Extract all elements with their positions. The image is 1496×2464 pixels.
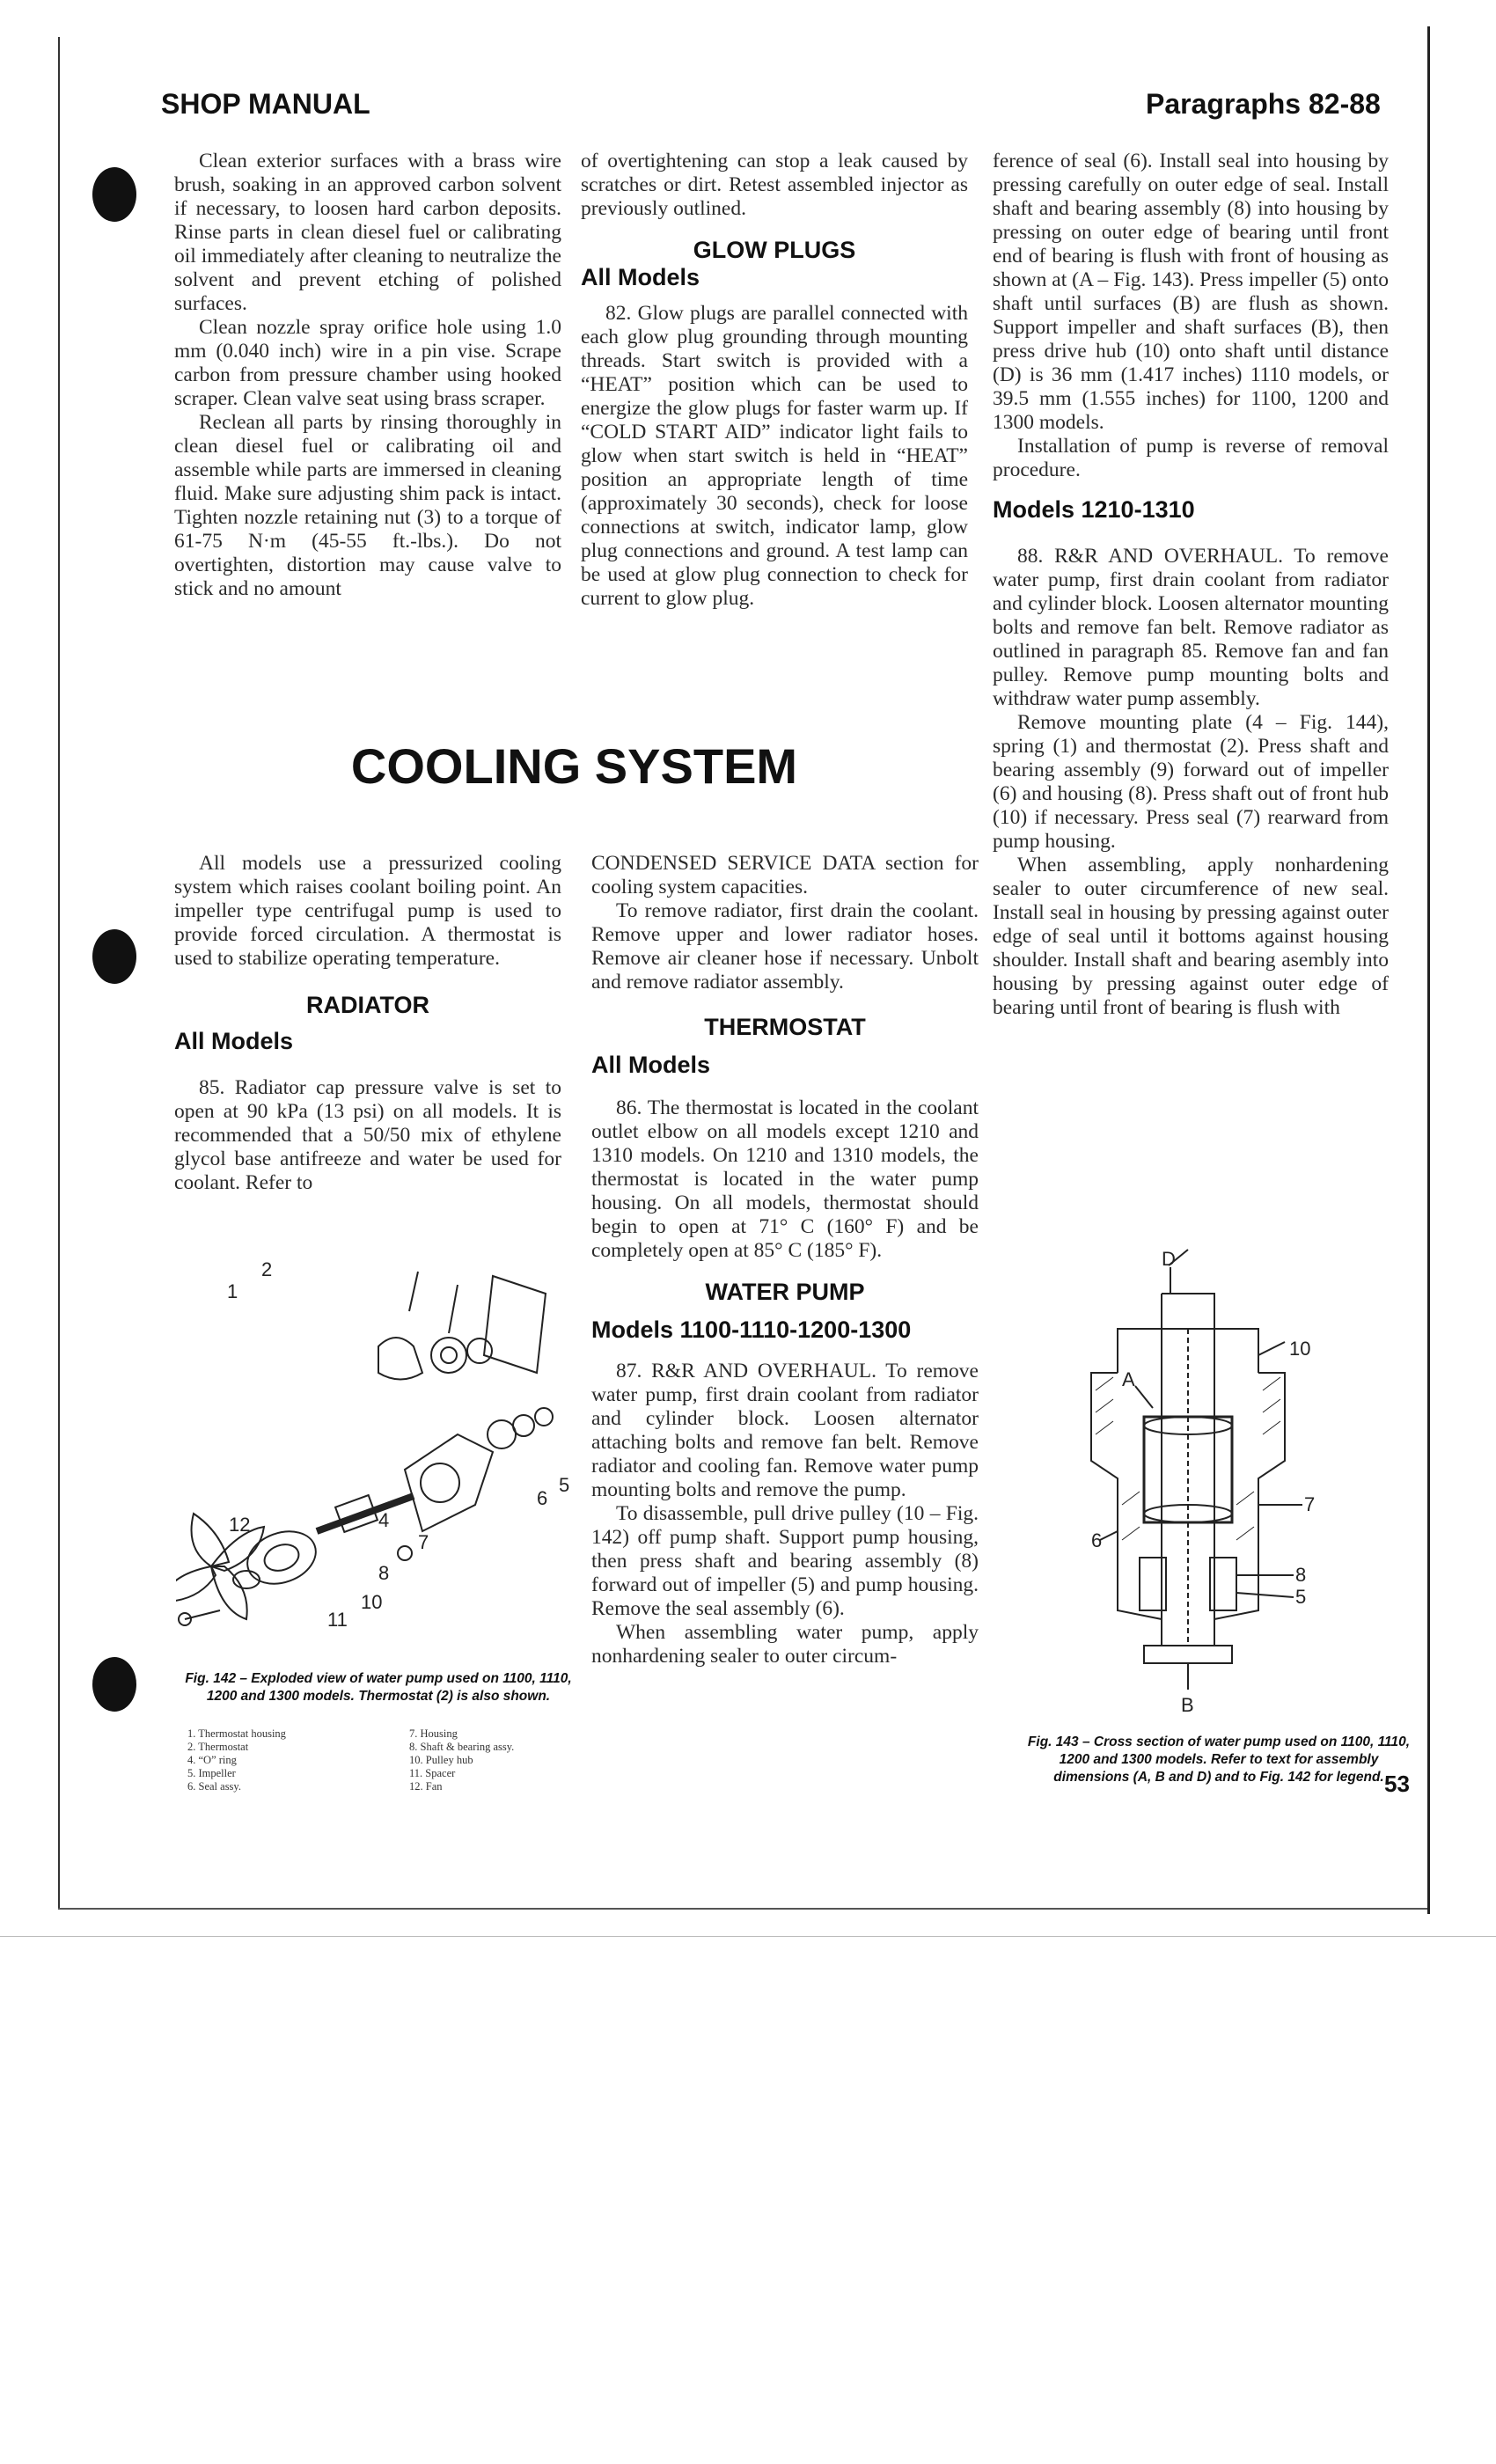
fig143-label: 6 — [1091, 1529, 1103, 1551]
impeller-part — [1144, 1646, 1232, 1663]
legend-item: 5. Impeller — [187, 1767, 236, 1779]
subheading-models-1100-1300: Models 1100-1110-1200-1300 — [591, 1316, 912, 1343]
binder-hole-bottom — [92, 1657, 136, 1712]
legend-item: 8. Shaft & bearing assy. — [409, 1741, 515, 1753]
paragraph: ference of seal (6). Install seal into housing by pressing carefully on outer edge of seal. Install shaft and bearing assembly (8) into housing by pressing on outer edge of bearing until front end of bearing is flush with front of housing as shown at (A – Fig. 143). Press impeller (5) onto shaft until surfaces (B) are flush as shown. Support impeller and shaft surfaces (B), then press drive hub (10) onto shaft until distance (D) is 36 mm (1.417 inches) 1110 models, or 39.5 mm (1.555 inches) for 1100, 1200 and 1300 models. — [993, 150, 1389, 434]
running-header-left: SHOP MANUAL — [161, 88, 370, 120]
column-2-top — [581, 150, 968, 611]
paragraph: Clean exterior surfaces with a brass wire brush, soaking in an approved carbon solvent if necessary, to loosen hard carbon deposits. Rinse parts in clean diesel fuel or calibrating oil immediately after cleaning to neutralize the solvent and prevent etching of polished surfaces. — [174, 150, 561, 315]
binder-hole-middle — [92, 929, 136, 984]
section-title-cooling-system: COOLING SYSTEM — [350, 738, 798, 794]
paragraph: Clean nozzle spray orifice hole using 1.0 mm (0.040 inch) wire in a pin vise. Scrape carbon from pressure chamber using hooked scraper. Clean valve seat using brass scraper. — [174, 316, 561, 410]
section-heading-water-pump: WATER PUMP — [705, 1279, 865, 1305]
paragraph-88: 88. R&R AND OVERHAUL. To remove water pump, first drain coolant from radiator and cylinder block. Loosen alternator mounting bolts and remove fan belt. Remove radiator as outlined in paragraph 85. Remove fan and fan pulley. Remove pump mounting bolts and withdraw water pump assembly. — [993, 545, 1389, 710]
figure-142-legend-right — [409, 1727, 514, 1793]
column-3 — [993, 150, 1389, 1020]
engine-block-part — [484, 1276, 546, 1373]
subheading-all-models: All Models — [591, 1052, 711, 1078]
fig142-label: 12 — [229, 1514, 251, 1536]
figure-143-cross-section — [1065, 1241, 1364, 1725]
legend-item: 12. Fan — [409, 1780, 443, 1793]
fig143-label: 10 — [1289, 1338, 1311, 1360]
paragraph: CONDENSED SERVICE DATA section for cooling system capacities. — [591, 852, 979, 898]
subheading-models-1210-1310: Models 1210-1310 — [993, 496, 1195, 523]
paragraph: Installation of pump is reverse of removal procedure. — [993, 435, 1389, 481]
legend-item: 2. Thermostat — [187, 1741, 249, 1753]
fig143-label: D — [1162, 1248, 1176, 1270]
paragraph: To disassemble, pull drive pulley (10 – Fig. 142) off pump shaft. Support pump housing, then press shaft and bearing assembly (8) forward out of impeller (5) and pump housing. Remove the seal assembly (6). — [591, 1502, 979, 1620]
figure-142-caption: Fig. 142 – Exploded view of water pump used on 1100, 1110, 1200 and 1300 models. Thermostat (2) is also shown. — [185, 1671, 572, 1704]
fan-blade-part — [192, 1514, 230, 1566]
paragraph: All models use a pressurized cooling system which raises coolant boiling point. An impeller type centrifugal pump is used to provide forced circulation. A thermostat is used to stabilize operating temperature. — [174, 852, 561, 970]
figure-142-exploded-view — [176, 1250, 572, 1672]
page-number: 53 — [1384, 1771, 1410, 1797]
running-header-right: Paragraphs 82-88 — [1146, 88, 1381, 120]
fig142-label: 10 — [361, 1591, 383, 1613]
paragraph-85: 85. Radiator cap pressure valve is set to open at 90 kPa (13 psi) on all models. It is recommended that a 50/50 mix of ethylene glycol base antifreeze and water be used for coolant. Refer to — [174, 1076, 561, 1194]
pulley-hub-part — [240, 1522, 323, 1593]
column-1-bottom — [174, 852, 561, 1195]
subheading-all-models: All Models — [174, 1028, 294, 1054]
legend-item: 7. Housing — [409, 1727, 458, 1740]
fig142-label: 2 — [261, 1258, 273, 1280]
legend-item: 4. “O” ring — [187, 1754, 237, 1766]
fig142-label: 11 — [327, 1609, 348, 1631]
fig142-label: 4 — [378, 1509, 390, 1531]
paragraph: When assembling water pump, apply nonhardening sealer to outer circum- — [591, 1621, 979, 1668]
pump-housing-part — [405, 1434, 493, 1531]
binder-hole-top — [92, 167, 136, 222]
thermostat-housing-part — [378, 1338, 422, 1380]
legend-item: 10. Pulley hub — [409, 1754, 473, 1766]
subheading-all-models: All Models — [581, 264, 700, 290]
fig143-label: A — [1122, 1368, 1135, 1390]
fig142-label: 6 — [537, 1487, 548, 1509]
page-border-right — [1427, 26, 1430, 1914]
paragraph: When assembling, apply nonhardening sealer to outer circumference of new seal. Install seal in housing by pressing against outer edge of seal until it bottoms against housing shoulder. Install shaft and bearing asembly into housing by pressing against outer edge of bearing until front of bearing is flush with — [993, 854, 1389, 1019]
paragraph: Reclean all parts by rinsing thoroughly in clean diesel fuel or calibrating oil and assemble while parts are immersed in cleaning fluid. Make sure adjusting shim pack is intact. Tighten nozzle retaining nut (3) to a torque of 61-75 N·m (45-55 ft.-lbs.). Do not overtighten, distortion may cause valve to stick and no amount — [174, 411, 561, 600]
legend-item: 11. Spacer — [409, 1767, 456, 1779]
section-heading-glow-plugs: GLOW PLUGS — [693, 237, 856, 263]
legend-item: 6. Seal assy. — [187, 1780, 241, 1793]
figure-143-caption: Fig. 143 – Cross section of water pump used on 1100, 1110, 1200 and 1300 models. Refer to text for assembly dimensions (A, B and D) and to Fig. 142 for legend. — [1027, 1734, 1411, 1785]
paragraph-82: 82. Glow plugs are parallel connected with each glow plug grounding through mounting threads. Start switch is provided with a “HEAT” position which can be used to energize the glow plugs for faster warm up. If “COLD START AID” indicator light fails to glow when start switch is held in “HEAT” position an appropriate length of time (approximately 30 seconds), check for loose connections at switch, indicator lamp, glow plug connections and ground. A test lamp can be used at glow plug connection to check for current to glow plug. — [581, 302, 968, 610]
legend-item: 1. Thermostat housing — [187, 1727, 286, 1740]
section-heading-radiator: RADIATOR — [306, 992, 429, 1018]
fig143-label: 5 — [1295, 1586, 1307, 1608]
fig143-label: B — [1181, 1694, 1194, 1716]
paragraph: To remove radiator, first drain the coolant. Remove upper and lower radiator hoses. Remove air cleaner hose if necessary. Unbolt and remove radiator assembly. — [591, 899, 979, 994]
paragraph-86: 86. The thermostat is located in the coolant outlet elbow on all models except 1210 and 1310 models. On 1210 and 1310 models, the thermostat is located in the water pump housing. On all models, thermostat should begin to open at 71° C (160° F) and be completely open at 85° C (185° F). — [591, 1096, 979, 1262]
page-border-bottom — [58, 1908, 1427, 1910]
column-1-top — [174, 150, 561, 601]
fig142-label: 8 — [378, 1562, 390, 1584]
scan-bottom-edge — [0, 1936, 1496, 1937]
page-border-left — [58, 37, 60, 1910]
fig142-label: 5 — [559, 1474, 570, 1496]
figure-142-labels — [227, 1258, 569, 1631]
fig142-label: 1 — [227, 1280, 238, 1302]
section-heading-thermostat: THERMOSTAT — [704, 1014, 866, 1040]
fig142-label: 7 — [418, 1531, 429, 1553]
thermostat-part — [431, 1338, 466, 1373]
paragraph: of overtightening can stop a leak caused by scratches or dirt. Retest assembled injector as previously outlined. — [581, 150, 968, 220]
paragraph: Remove mounting plate (4 – Fig. 144), spring (1) and thermostat (2). Press shaft and bearing assembly (9) forward out of impeller (6) and housing (8). Press shaft out of front hub (10) if necessary. Press seal (7) rearward from pump housing. — [993, 711, 1389, 853]
fig143-label: 8 — [1295, 1564, 1307, 1586]
figure-142-legend-left — [187, 1727, 286, 1793]
fig143-label: 7 — [1304, 1493, 1316, 1515]
column-2-bottom — [591, 852, 979, 1668]
paragraph-87: 87. R&R AND OVERHAUL. To remove water pump, first drain coolant from radiator and cylinder block. Loosen alternator attaching bolts and remove fan belt. Remove radiator and cooling fan. Remove water pump mounting bolts and remove the pump. — [591, 1360, 979, 1501]
